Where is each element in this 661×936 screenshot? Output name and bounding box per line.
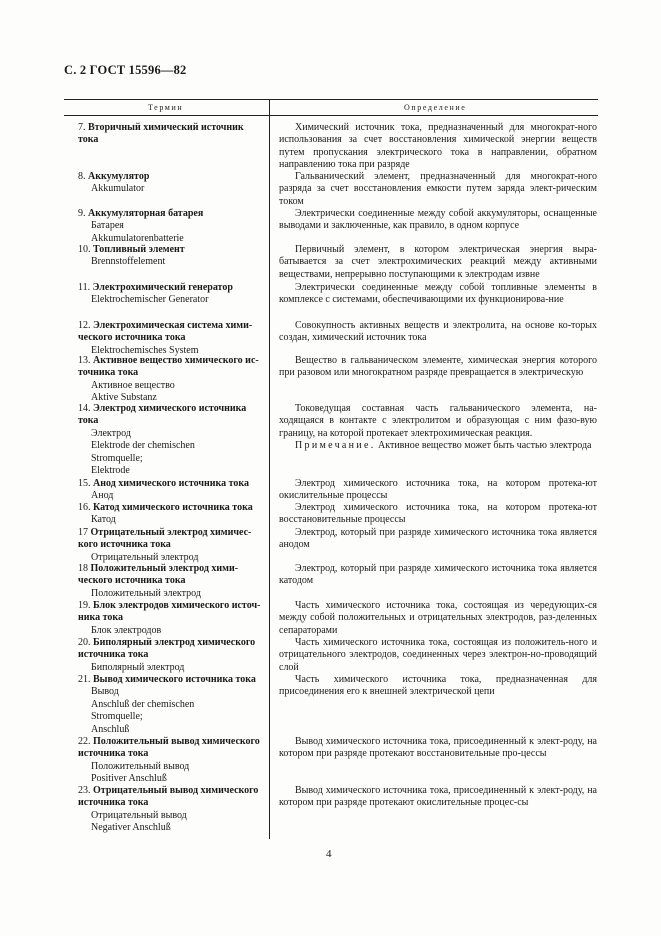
definition-text: Первичный элемент, в котором электрическая энергия выра-батывается за счет электрохимических реакций между активными веществами, непрерывно поступающими к электродам извне xyxy=(279,244,597,280)
definition-cell xyxy=(279,674,597,699)
term-title xyxy=(78,637,266,662)
term-cell xyxy=(78,637,266,674)
term-number: 10. xyxy=(78,244,91,255)
definition-text: Часть химического источника тока, состоящая из положитель-ного и отрицательного электродов, соединенных через электрон-но-проводящий слой xyxy=(279,637,597,673)
definition-cell xyxy=(279,355,597,380)
definition-text: Электрически соединенные между собой топливные элементы в комплексе с системами, обеспечивающими их функционирова-ние xyxy=(279,282,597,306)
term-number: 8. xyxy=(78,171,86,182)
term-title xyxy=(78,171,266,183)
term-cell xyxy=(78,403,266,477)
term-number: 14. xyxy=(78,403,91,414)
term-cell xyxy=(78,600,266,637)
term-number: 7. xyxy=(78,122,86,133)
term-synonym: Akkumulator xyxy=(91,183,145,195)
term-number: 21. xyxy=(78,674,91,685)
term-number: 15. xyxy=(78,478,91,489)
term-title xyxy=(78,785,266,810)
term-synonym: Positiver Anschluß xyxy=(91,773,167,785)
term-cell xyxy=(78,320,266,357)
term-cell xyxy=(78,502,266,527)
definition-cell xyxy=(279,282,597,307)
term-name: Электрохимическая система хими-ческого источника тока xyxy=(78,320,253,344)
definition-text: Электрод, который при разряде химического источника тока является катодом xyxy=(279,563,597,587)
note-text: Активное вещество может быть частью электрода xyxy=(375,440,592,452)
column-header-definitions: Определение xyxy=(404,103,467,112)
term-number: 11. xyxy=(78,282,91,293)
table-top-rule xyxy=(64,99,598,100)
term-name: Вывод химического источника тока xyxy=(93,674,256,685)
term-synonym: Elektrochemisches System xyxy=(91,344,199,356)
term-synonym: Anschluß xyxy=(91,723,130,735)
term-cell xyxy=(78,355,266,405)
term-synonym: Электрод xyxy=(91,427,131,439)
term-synonym: Elektrode xyxy=(91,465,130,477)
definition-text: Совокупность активных веществ и электролита, на основе ко-торых создан, химический источник тока xyxy=(279,320,597,344)
definition-text: Электрод химического источника тока, на котором протека-ют восстановительные процессы xyxy=(279,502,597,526)
term-title xyxy=(78,736,266,761)
term-synonym: Akkumulatorenbatterie xyxy=(91,232,184,244)
term-synonym: Катод xyxy=(91,514,116,526)
term-name: Отрицательный вывод химического источника тока xyxy=(78,785,259,809)
term-title xyxy=(78,527,266,552)
term-name: Катод химического источника тока xyxy=(93,502,253,513)
term-title xyxy=(78,208,266,220)
term-synonym: Батарея xyxy=(91,220,124,232)
term-number: 18 xyxy=(78,563,88,574)
term-cell xyxy=(78,527,266,564)
definition-cell xyxy=(279,563,597,588)
term-synonym: Положительный электрод xyxy=(91,587,201,599)
term-name: Положительный электрод хими-ческого источника тока xyxy=(78,563,239,587)
definition-text: Вывод химического источника тока, присоединенный к элект-роду, на котором при разряде протекают окислительные процес-сы xyxy=(279,785,597,809)
definition-text: Электрод химического источника тока, на котором протека-ют окислительные процессы xyxy=(279,478,597,502)
definition-text: Гальванический элемент, предназначенный для многократ-ного разряда за счет восстановления емкости путем заряда элект-рическим током xyxy=(279,171,597,207)
term-title xyxy=(78,122,266,147)
term-number: 17 xyxy=(78,527,88,538)
definition-text: Электрод, который при разряде химического источника тока является анодом xyxy=(279,527,597,551)
definition-text: Электрически соединенные между собой аккумуляторы, оснащенные выводами и заключенные, как правило, в одном корпусе xyxy=(279,208,597,232)
term-cell xyxy=(78,674,266,736)
term-synonym: Анод xyxy=(91,490,114,502)
definition-text: Часть химического источника тока, предназначенная для присоединения его к внешней электрической цепи xyxy=(279,674,597,698)
term-synonym: Brennstoffelement xyxy=(91,256,166,268)
term-synonym: Отрицательный вывод xyxy=(91,809,187,821)
term-cell xyxy=(78,785,266,835)
column-divider xyxy=(269,99,270,839)
definition-cell xyxy=(279,600,597,637)
term-cell xyxy=(78,282,266,307)
column-header-terms: Термин xyxy=(148,103,184,112)
definition-cell xyxy=(279,527,597,552)
term-name: Блок электродов химического источ-ника тока xyxy=(78,600,261,624)
definition-cell xyxy=(279,403,597,453)
term-name: Положительный вывод химического источника тока xyxy=(78,736,260,760)
definition-text: Вывод химического источника тока, присоединенный к элект-роду, на котором при разряде протекают восстановительные про-цессы xyxy=(279,736,597,760)
definition-cell xyxy=(279,637,597,674)
term-synonym: Активное вещество xyxy=(91,379,175,391)
term-synonym: Aktive Substanz xyxy=(91,392,157,404)
term-synonym: Stromquelle; xyxy=(91,711,143,723)
term-synonym: Stromquelle; xyxy=(91,452,143,464)
term-name: Анод химического источника тока xyxy=(93,478,250,489)
term-number: 12. xyxy=(78,320,91,331)
term-cell xyxy=(78,122,266,147)
term-synonym: Elektrochemischer Generator xyxy=(91,294,209,306)
term-synonym: Anschluß der chemischen xyxy=(91,698,195,710)
term-synonym: Elektrode der chemischen xyxy=(91,440,195,452)
term-synonym: Отрицательный электрод xyxy=(91,551,199,563)
term-cell xyxy=(78,478,266,503)
definition-note xyxy=(279,440,597,452)
term-name: Биполярный электрод химического источника тока xyxy=(78,637,256,661)
term-name: Аккумулятор xyxy=(88,171,150,182)
term-name: Топливный элемент xyxy=(93,244,185,255)
page-title: С. 2 ГОСТ 15596—82 xyxy=(64,63,187,77)
term-name: Электрохимический генератор xyxy=(92,282,233,293)
page-number: 4 xyxy=(326,848,332,860)
definition-text: Химический источник тока, предназначенный для многократ-ного использования за счет восстановления химической энергии веществ путем пропускания электрического тока в направлении, обратном направлению тока при разряде xyxy=(279,122,597,171)
term-cell xyxy=(78,736,266,786)
definition-cell xyxy=(279,171,597,208)
term-synonym: Вывод xyxy=(91,686,119,698)
term-number: 13. xyxy=(78,355,91,366)
definition-cell xyxy=(279,208,597,233)
term-name: Отрицательный электрод химичес-кого источника тока xyxy=(78,527,252,551)
term-title xyxy=(78,320,266,345)
note-label: Примечание. xyxy=(295,440,376,452)
term-title xyxy=(78,563,266,588)
term-synonym: Negativer Anschluß xyxy=(91,822,171,834)
term-title xyxy=(78,478,266,490)
term-title xyxy=(78,600,266,625)
term-number: 16. xyxy=(78,502,91,513)
term-synonym: Биполярный электрод xyxy=(91,661,185,673)
term-name: Аккумуляторная батарея xyxy=(88,208,204,219)
definition-cell xyxy=(279,320,597,345)
term-number: 20. xyxy=(78,637,91,648)
term-number: 22. xyxy=(78,736,91,747)
term-number: 19. xyxy=(78,600,91,611)
definition-cell xyxy=(279,244,597,281)
term-synonym: Положительный вывод xyxy=(91,760,190,772)
term-title xyxy=(78,244,266,256)
term-name: Активное вещество химического ис-точника тока xyxy=(78,355,259,379)
term-number: 23. xyxy=(78,785,91,796)
term-cell xyxy=(78,208,266,245)
term-name: Вторичный химический источник тока xyxy=(78,122,244,146)
definition-text: Часть химического источника тока, состоящая из чередующих-ся между собой положительных и отрицательных электродов, раз-деленных сепараторами xyxy=(279,600,597,636)
term-cell xyxy=(78,171,266,196)
term-title xyxy=(78,674,266,686)
term-title xyxy=(78,502,266,514)
term-cell xyxy=(78,563,266,600)
definition-cell xyxy=(279,736,597,761)
term-title xyxy=(78,282,266,294)
definition-text: Токоведущая составная часть гальванического элемента, на-ходящаяся в контакте с электролитом и образующая с ним фазо-вую границу, на которой протекает электрохимическая реакция. xyxy=(279,403,597,439)
definition-cell xyxy=(279,122,597,172)
term-title xyxy=(78,355,266,380)
term-name: Электрод химического источника тока xyxy=(78,403,247,427)
term-cell xyxy=(78,244,266,269)
definition-cell xyxy=(279,502,597,527)
term-number: 9. xyxy=(78,208,86,219)
definition-text: Вещество в гальваническом элементе, химическая энергия которого при разовом или многократном разряде превращается в электрическую xyxy=(279,355,597,379)
definition-cell xyxy=(279,785,597,810)
term-synonym: Блок электродов xyxy=(91,624,162,636)
definition-cell xyxy=(279,478,597,503)
term-title xyxy=(78,403,266,428)
table-header-rule xyxy=(64,115,598,116)
